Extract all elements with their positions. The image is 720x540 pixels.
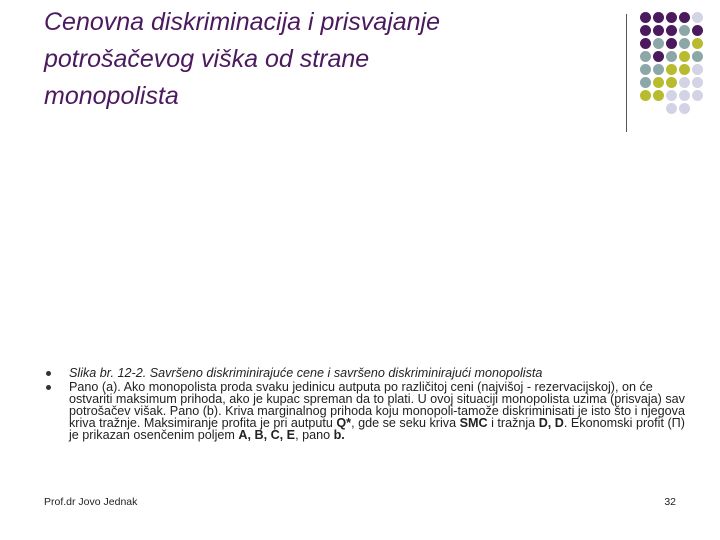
decor-dot <box>653 38 664 49</box>
term-q-star: Q* <box>336 416 352 430</box>
decor-dot <box>653 25 664 36</box>
decor-dot <box>640 64 651 75</box>
description-text: Pano (a). Ako monopolista proda svaku jedinicu autputa po različitoj ceni (najvišoj - rezervacijskoj), on će ostvariti maksimum prihoda, ako je kupac spreman da to plati. U ovoj situaciji monopolista uzima (prisvaja) sav potrošačev višak. Pano (b). Kriva marginalnog prihoda koju monopoli-tamože diskriminisati je isto što i njegova kriva tražnje. Maksimiranje profita je pri autputu <box>69 380 685 430</box>
decor-dot <box>640 90 651 101</box>
description-text: . Ekonomski profit (Π) je prikazan osenčenim poljem <box>69 416 685 442</box>
decor-dot <box>679 12 690 23</box>
term-panel-b: b. <box>333 428 345 442</box>
decor-dot <box>666 64 677 75</box>
figure-description <box>69 381 689 441</box>
term-areas: A, B, C, E <box>238 428 296 442</box>
decor-dot <box>653 64 664 75</box>
decor-dot <box>692 51 703 62</box>
decor-dot <box>640 25 651 36</box>
decor-dot <box>692 64 703 75</box>
list-item <box>44 367 689 379</box>
decor-dot <box>653 77 664 88</box>
bullet-list <box>44 367 689 441</box>
slide-title-line-3: monopolista <box>44 82 179 110</box>
bullet-dot-icon <box>46 385 51 390</box>
decorative-dot-grid <box>640 12 720 112</box>
divider-line <box>626 14 627 132</box>
decor-dot <box>666 90 677 101</box>
decor-dot <box>666 38 677 49</box>
decor-dot <box>679 51 690 62</box>
decor-dot <box>692 12 703 23</box>
list-item <box>44 381 689 441</box>
figure-caption: Slika br. 12-2. Savršeno diskriminirajuće cene i savršeno diskriminirajući monopolista <box>69 366 543 380</box>
page-number: 32 <box>664 496 676 508</box>
decor-dot <box>666 103 677 114</box>
decor-dot <box>666 51 677 62</box>
decor-dot <box>679 77 690 88</box>
decor-dot <box>692 90 703 101</box>
term-smc: SMC <box>459 416 488 430</box>
decor-dot <box>679 64 690 75</box>
decor-dot <box>666 77 677 88</box>
decor-dot <box>640 12 651 23</box>
decor-dot <box>679 25 690 36</box>
decor-dot <box>653 12 664 23</box>
decor-dot <box>640 77 651 88</box>
bullet-dot-icon <box>46 371 51 376</box>
decor-dot <box>692 25 703 36</box>
slide-title <box>44 4 604 115</box>
decor-dot <box>640 51 651 62</box>
decor-dot <box>666 12 677 23</box>
footer-author: Prof.dr Jovo Jednak <box>44 496 138 508</box>
decor-dot <box>692 77 703 88</box>
description-text: , pano <box>295 428 334 442</box>
decor-dot <box>640 38 651 49</box>
description-text: , gde se seku kriva <box>351 416 460 430</box>
decor-dot <box>653 51 664 62</box>
description-text: i tražnja <box>487 416 539 430</box>
decor-dot <box>679 103 690 114</box>
decor-dot <box>679 38 690 49</box>
slide-title-line-2: potrošačevog viška od strane <box>44 45 370 73</box>
decor-dot <box>679 90 690 101</box>
slide-title-line-1: Cenovna diskriminacija i prisvajanje <box>44 8 441 36</box>
decor-dot <box>692 38 703 49</box>
decor-dot <box>666 25 677 36</box>
decor-dot <box>653 90 664 101</box>
term-demand: D, D <box>538 416 564 430</box>
